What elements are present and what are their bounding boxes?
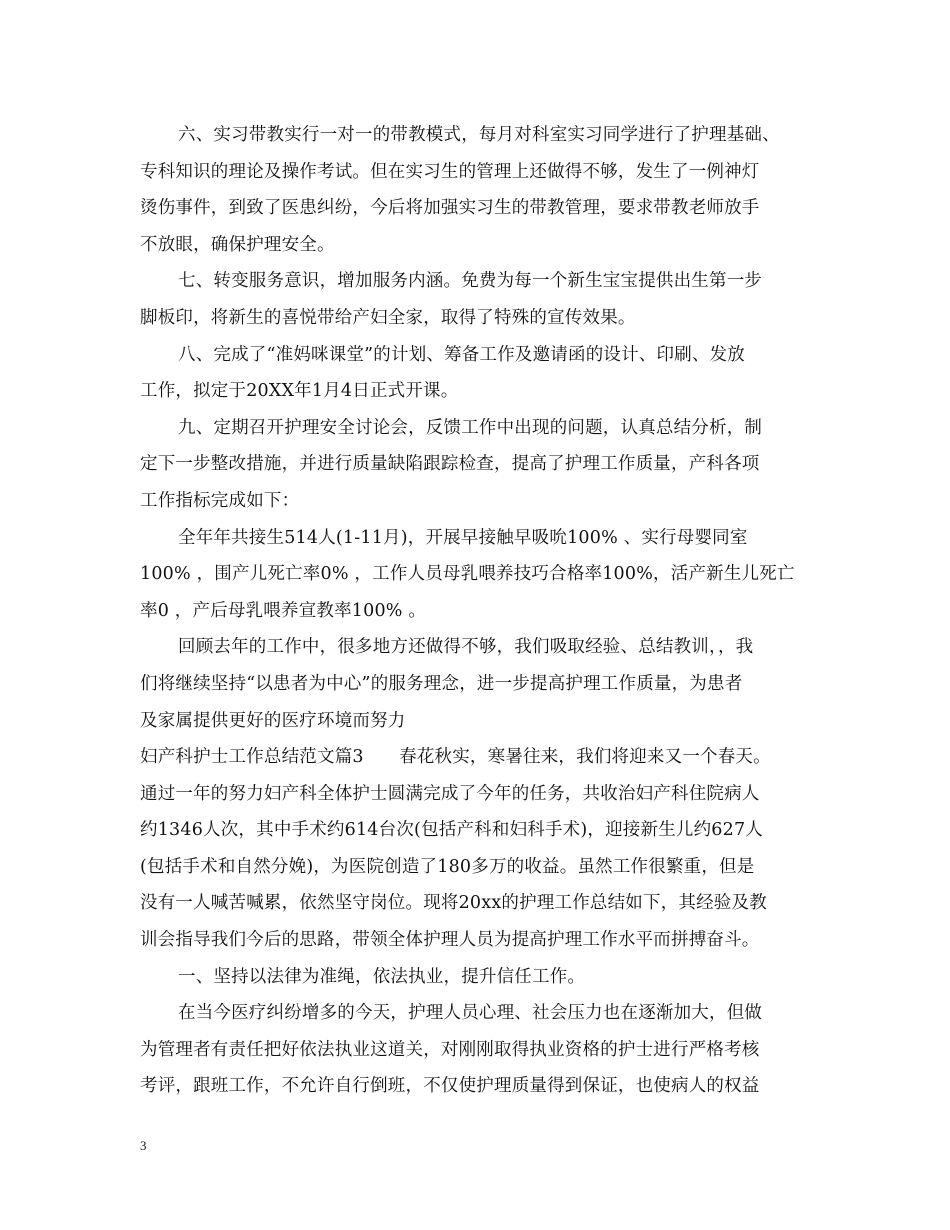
text-line: 在当今医疗纠纷增多的今天，护理人员心理、社会压力也在逐渐加大，但做: [178, 1003, 763, 1024]
text-line: 没有一人喊苦喊累，依然坚守岗位。现将20xx的护理工作总结如下，其经验及教: [140, 893, 767, 914]
text-line: 工作，拟定于20XX年1月4日正式开课。: [140, 381, 459, 402]
text-line: 100% ，围产儿死亡率0% ，工作人员母乳喂养技巧合格率100%，活产新生儿死亡: [140, 564, 795, 585]
text-line: 率0 ，产后母乳喂养宣教率100% 。: [140, 600, 427, 621]
text-line: 们将继续坚持“以患者为中心”的服务理念，进一步提高护理工作质量，为患者: [140, 673, 743, 694]
text-line: 九、定期召开护理安全讨论会，反馈工作中出现的问题，认真总结分析，制: [178, 417, 763, 438]
text-line: 通过一年的努力妇产科全体护士圆满完成了今年的任务，共收治妇产科住院病人: [140, 783, 760, 804]
text-line: 一、坚持以法律为准绳，依法执业，提升信任工作。: [178, 966, 586, 987]
document-body: [140, 117, 800, 1105]
text-line: 约1346人次，其中手术约614台次(包括产科和妇科手术)，迎接新生儿约627人: [140, 820, 763, 841]
page-number: 3: [140, 1138, 147, 1153]
text-line: 回顾去年的工作中，很多地方还做得不够，我们吸取经验、总结教训，，我: [178, 637, 754, 658]
text-line: 定下一步整改措施，并进行质量缺陷跟踪检查，提高了护理工作质量，产科各项: [140, 454, 760, 475]
text-line: 脚板印，将新生的喜悦带给产妇全家，取得了特殊的宣传效果。: [140, 307, 636, 328]
text-line: 训会指导我们今后的思路，带领全体护理人员为提高护理工作水平而拼搏奋斗。: [140, 930, 760, 951]
text-line: 及家属提供更好的医疗环境而努力: [140, 710, 406, 731]
text-line: 工作指标完成如下：: [140, 490, 300, 511]
text-line: (包括手术和自然分娩)，为医院创造了180多万的收益。虽然工作很繁重，但是: [140, 856, 755, 877]
text-line: 八、完成了“准妈咪课堂”的计划、筹备工作及邀请函的设计、印刷、发放: [178, 344, 745, 365]
text-line: 为管理者有责任把好依法执业这道关，对刚刚取得执业资格的护士进行严格考核: [140, 1039, 760, 1060]
text-line: 妇产科护士工作总结范文篇3 春花秋实，寒暑往来，我们将迎来又一个春天。: [140, 747, 771, 768]
text-line: 不放眼，确保护理安全。: [140, 234, 335, 255]
text-line: 七、转变服务意识，增加服务内涵。免费为每一个新生宝宝提供出生第一步: [178, 271, 763, 292]
text-line: 烫伤事件，到致了医患纠纷，今后将加强实习生的带教管理，要求带教老师放手: [140, 198, 760, 219]
text-line: 专科知识的理论及操作考试。但在实习生的管理上还做得不够，发生了一例神灯: [140, 161, 760, 182]
text-line: 考评，跟班工作，不允许自行倒班，不仅使护理质量得到保证，也使病人的权益: [140, 1076, 760, 1097]
text-line: 全年年共接生514人(1-11月)，开展早接触早吸吮100% 、实行母婴同室: [178, 527, 748, 548]
text-line: 六、实习带教实行一对一的带教模式，每月对科室实习同学进行了护理基础、: [178, 125, 780, 145]
